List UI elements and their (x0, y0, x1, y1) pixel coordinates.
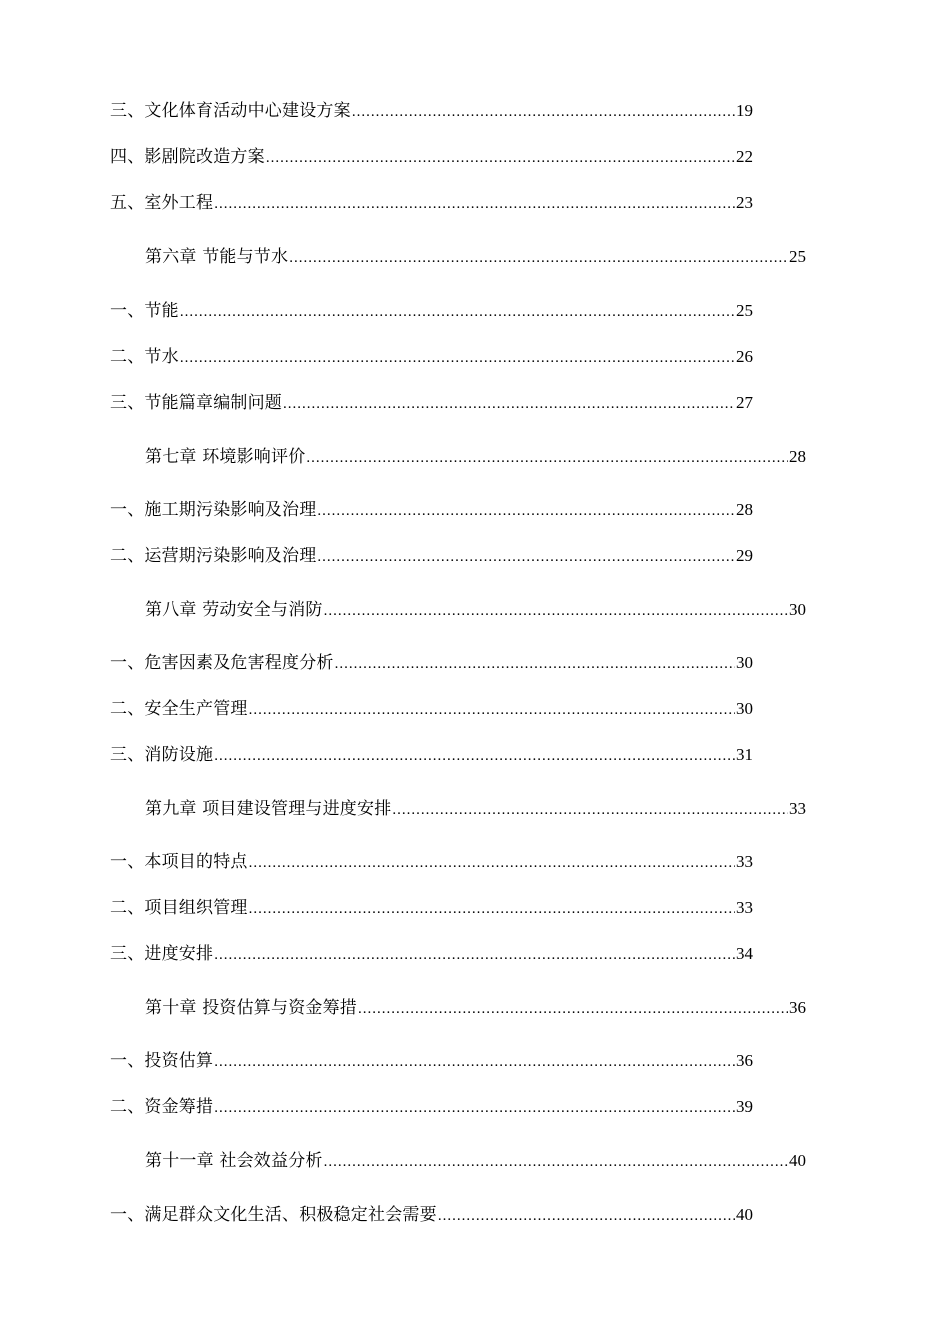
toc-entry-page: 30 (736, 653, 753, 672)
toc-dot-leader (438, 1205, 735, 1227)
toc-dot-leader (306, 447, 788, 469)
toc-dot-leader (335, 653, 735, 675)
toc-entry[interactable] (110, 698, 753, 721)
toc-entry-page: 23 (736, 193, 753, 212)
toc-entry-page: 28 (789, 447, 806, 466)
toc-entry-page: 22 (736, 147, 753, 166)
toc-chapter-entry[interactable] (145, 1150, 806, 1173)
toc-dot-leader (214, 1051, 735, 1073)
toc-chapter-entry[interactable] (145, 246, 806, 269)
toc-entry[interactable] (110, 300, 753, 323)
toc-entry-page: 33 (789, 799, 806, 818)
toc-dot-leader (352, 101, 735, 123)
toc-dot-leader (289, 247, 788, 269)
toc-dot-leader (249, 699, 735, 721)
toc-entry-title: 四、影剧院改造方案 (110, 147, 265, 167)
toc-entry[interactable] (110, 392, 753, 415)
toc-entry[interactable] (110, 1096, 753, 1119)
toc-entry[interactable] (110, 146, 753, 169)
toc-chapter-entry[interactable] (145, 997, 806, 1020)
toc-entry-title: 二、运营期污染影响及治理 (110, 546, 317, 566)
toc-dot-leader (180, 301, 735, 323)
toc-entry[interactable] (110, 744, 753, 767)
toc-entry-title: 三、消防设施 (110, 745, 214, 765)
toc-entry-page: 39 (736, 1097, 753, 1116)
toc-entry[interactable] (110, 851, 753, 874)
toc-chapter-entry[interactable] (145, 446, 806, 469)
toc-dot-leader (214, 1097, 735, 1119)
toc-dot-leader (214, 944, 735, 966)
toc-chapter-entry[interactable] (145, 798, 806, 821)
toc-dot-leader (358, 998, 788, 1020)
toc-entry-page: 27 (736, 393, 753, 412)
toc-entry-title: 二、资金筹措 (110, 1097, 214, 1117)
toc-entry-page: 28 (736, 500, 753, 519)
toc-entry-page: 33 (736, 852, 753, 871)
toc-entry-title: 二、节水 (110, 347, 179, 367)
toc-dot-leader (214, 193, 735, 215)
toc-chapter-title: 第十一章 社会效益分析 (145, 1151, 323, 1171)
toc-entry-title: 五、室外工程 (110, 193, 214, 213)
toc-entry-page: 36 (789, 998, 806, 1017)
toc-chapter-title: 第十章 投资估算与资金筹措 (145, 998, 358, 1018)
toc-entry-title: 一、满足群众文化生活、积极稳定社会需要 (110, 1205, 437, 1225)
toc-entry-page: 34 (736, 944, 753, 963)
toc-entry-page: 40 (736, 1205, 753, 1224)
toc-dot-leader (249, 898, 735, 920)
toc-entry-title: 二、安全生产管理 (110, 699, 248, 719)
toc-dot-leader (317, 546, 735, 568)
toc-entry-page: 40 (789, 1151, 806, 1170)
toc-chapter-title: 第九章 项目建设管理与进度安排 (145, 799, 392, 819)
toc-chapter-title: 第六章 节能与节水 (145, 247, 289, 267)
toc-entry[interactable] (110, 545, 753, 568)
toc-entry[interactable] (110, 100, 753, 123)
toc-dot-leader (324, 1151, 788, 1173)
toc-dot-leader (249, 852, 735, 874)
toc-entry-title: 二、项目组织管理 (110, 898, 248, 918)
toc-dot-leader (266, 147, 735, 169)
toc-entry-page: 30 (736, 699, 753, 718)
toc-entry-title: 三、进度安排 (110, 944, 214, 964)
toc-entry[interactable] (110, 652, 753, 675)
toc-entry-page: 25 (789, 247, 806, 266)
toc-dot-leader (283, 393, 735, 415)
toc-entry-title: 一、节能 (110, 301, 179, 321)
toc-entry[interactable] (110, 192, 753, 215)
toc-entry-title: 一、施工期污染影响及治理 (110, 500, 317, 520)
toc-entry[interactable] (110, 1204, 753, 1227)
toc-entry-page: 25 (736, 301, 753, 320)
toc-dot-leader (392, 799, 788, 821)
toc-dot-leader (180, 347, 735, 369)
toc-entry[interactable] (110, 1050, 753, 1073)
toc-entry-title: 三、文化体育活动中心建设方案 (110, 101, 351, 121)
toc-entry[interactable] (110, 897, 753, 920)
toc-entry-title: 三、节能篇章编制问题 (110, 393, 282, 413)
toc-entry-page: 31 (736, 745, 753, 764)
toc-dot-leader (317, 500, 735, 522)
toc-chapter-title: 第七章 环境影响评价 (145, 447, 306, 467)
toc-chapter-title: 第八章 劳动安全与消防 (145, 600, 323, 620)
toc-entry[interactable] (110, 943, 753, 966)
toc-entry-page: 19 (736, 101, 753, 120)
toc-entry-page: 26 (736, 347, 753, 366)
toc-entry-page: 29 (736, 546, 753, 565)
toc-dot-leader (214, 745, 735, 767)
toc-entry-page: 30 (789, 600, 806, 619)
toc-dot-leader (324, 600, 788, 622)
toc-entry-page: 33 (736, 898, 753, 917)
toc-chapter-entry[interactable] (145, 599, 806, 622)
toc-entry-page: 36 (736, 1051, 753, 1070)
toc-entry-title: 一、本项目的特点 (110, 852, 248, 872)
toc-entry-title: 一、危害因素及危害程度分析 (110, 653, 334, 673)
toc-entry-title: 一、投资估算 (110, 1051, 214, 1071)
toc-entry[interactable] (110, 346, 753, 369)
toc-entry[interactable] (110, 499, 753, 522)
